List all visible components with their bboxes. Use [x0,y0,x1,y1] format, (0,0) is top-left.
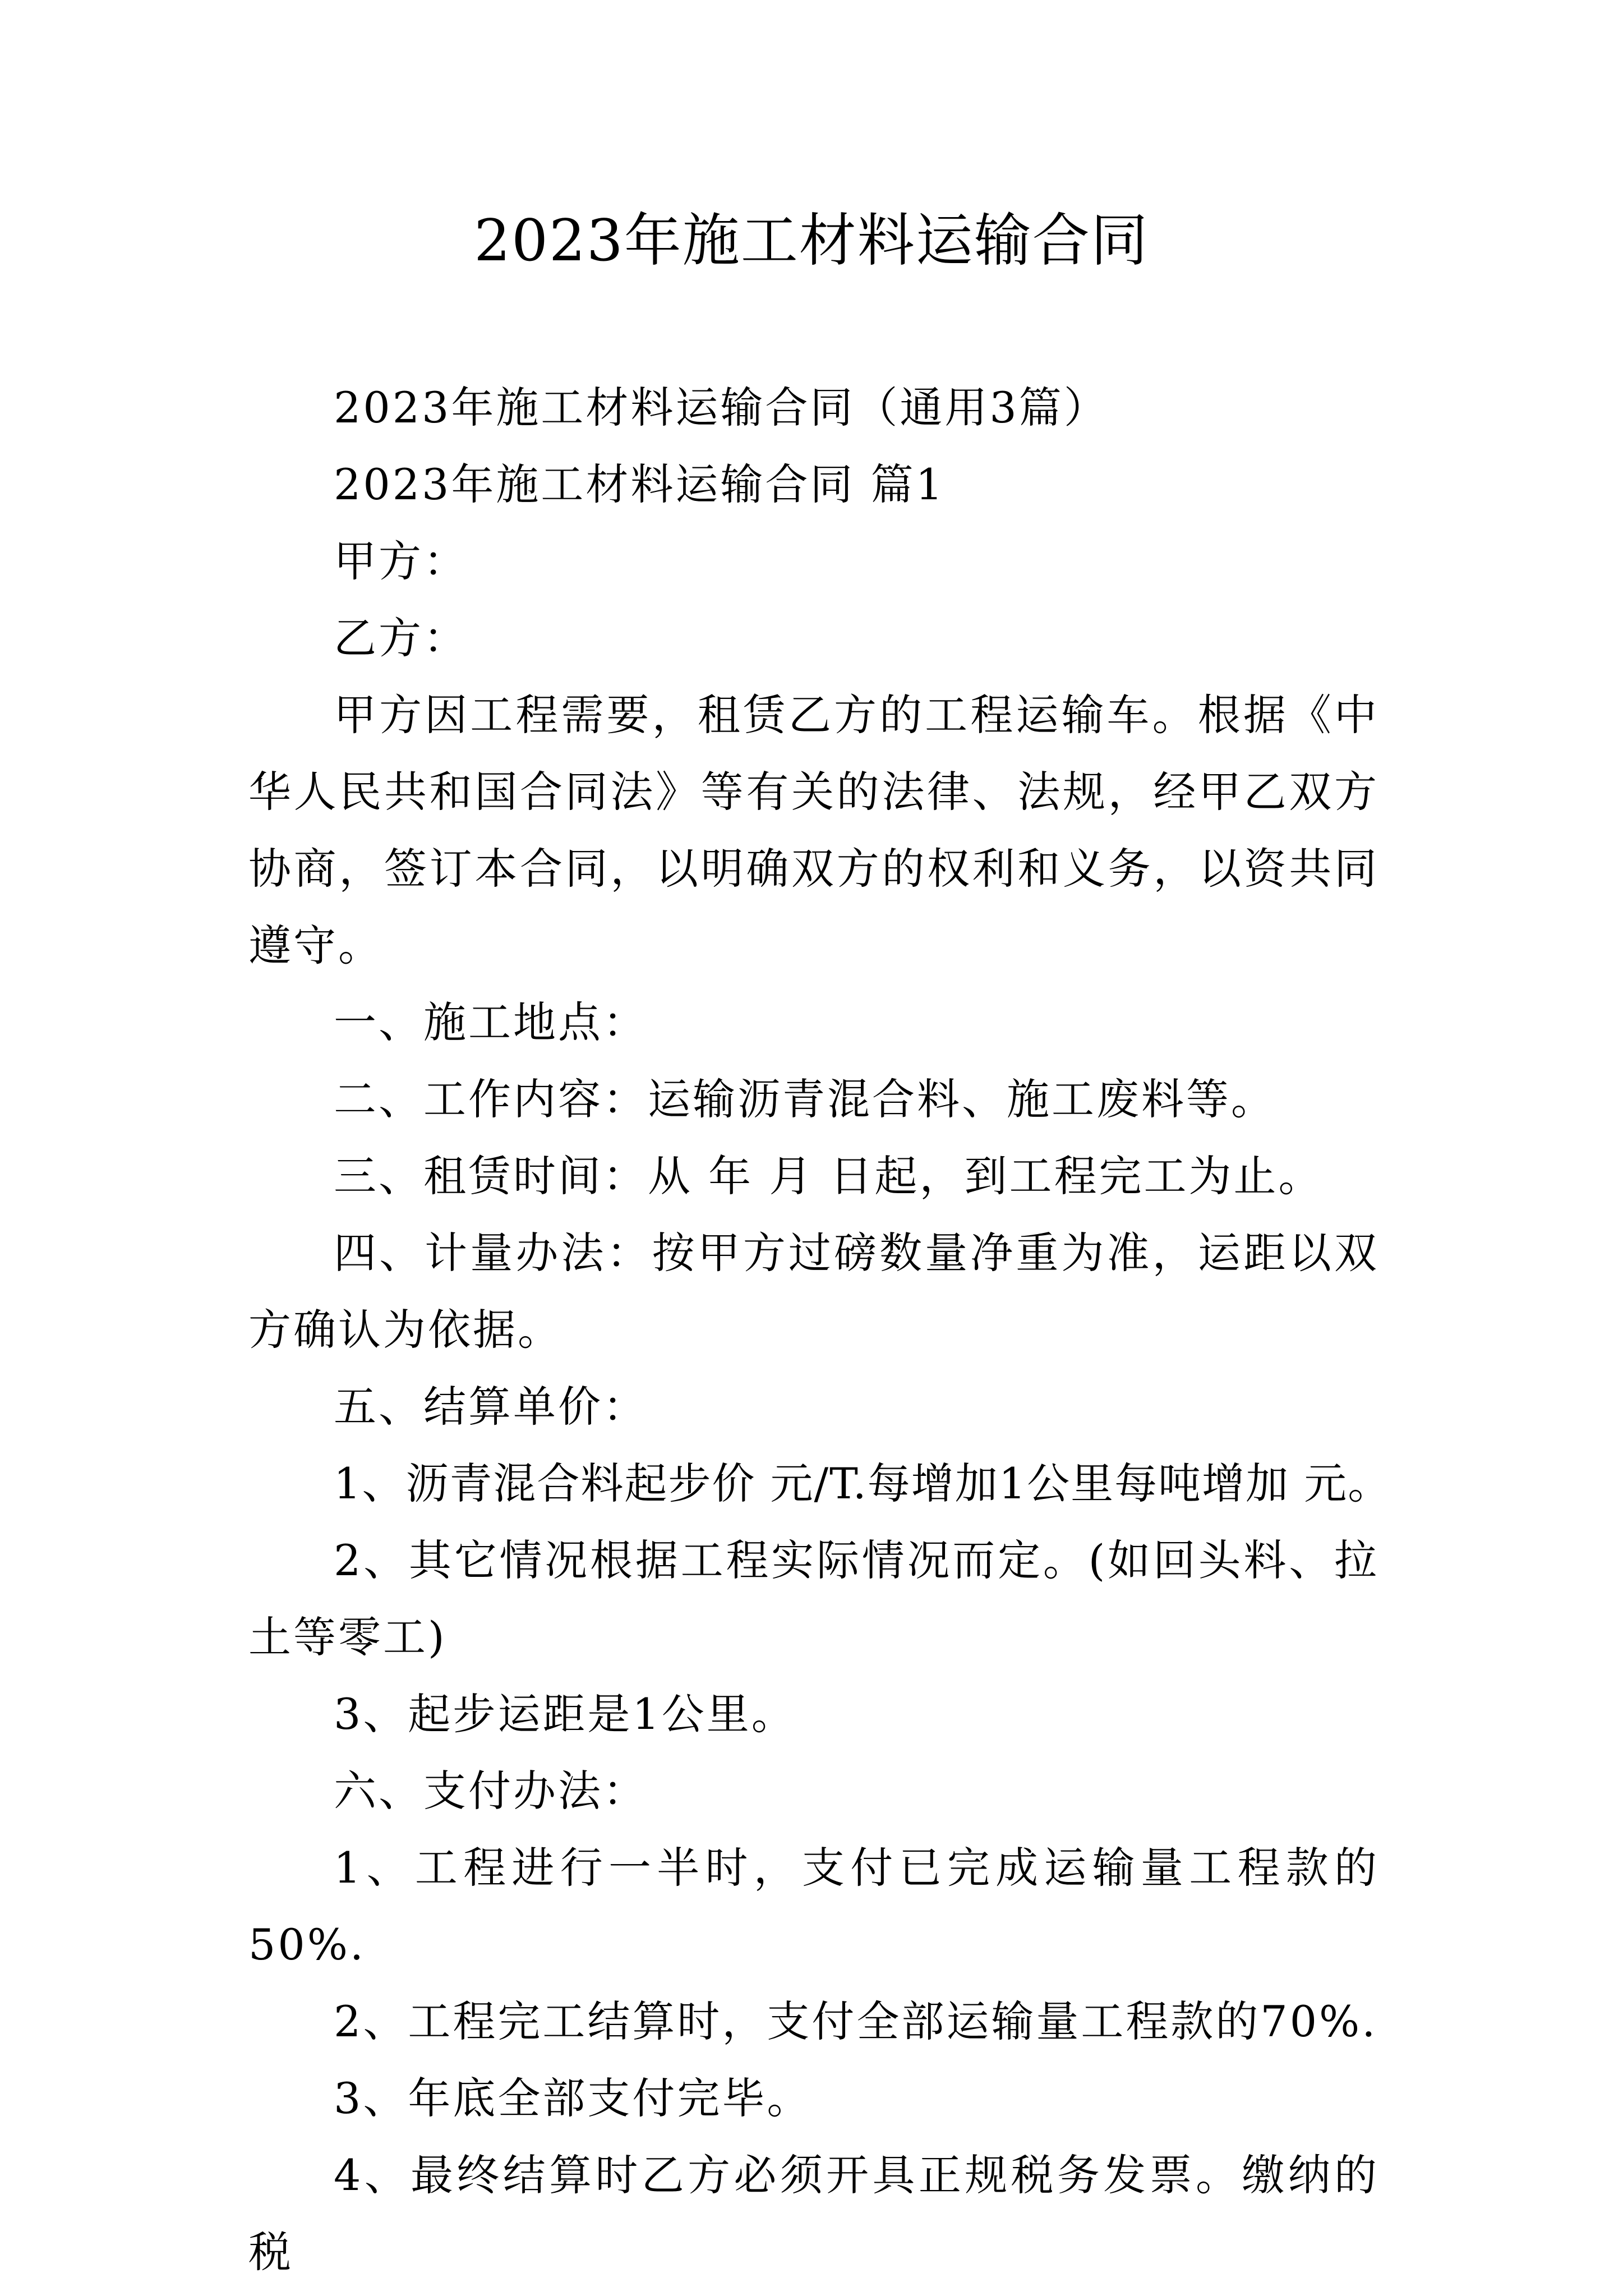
paragraph-clause-6-item-3: 3、年底全部支付完毕。 [334,2073,812,2123]
document-body [248,369,1392,2290]
document-title: 2023年施工材料运输合同 [474,208,1149,274]
paragraph-clause-1: 一、施工地点： [334,997,648,1047]
paragraph-clause-3: 三、租赁时间：从 年 月 日起，到工程完工为止。 [334,1151,1324,1201]
paragraph-clause-6-item-2: 2、工程完工结算时，支付全部运输量工程款的70%. [334,1996,1378,2046]
paragraph-clause-4: 四、计量办法：按甲方过磅数量净重为准，运距以双方确认为依据。 [248,1228,1379,1355]
paragraph-subtitle: 2023年施工材料运输合同（通用3篇） [334,383,1109,432]
paragraph-clause-5: 五、结算单价： [334,1382,648,1432]
paragraph-clause-6-item-4: 4、最终结算时乙方必须开具正规税务发票。缴纳的税 [248,2150,1379,2277]
paragraph-party-a: 甲方： [334,536,468,586]
paragraph-clause-6: 六、支付办法： [334,1766,648,1816]
paragraph-preamble: 甲方因工程需要，租赁乙方的工程运输车。根据《中华人民共和国合同法》等有关的法律、法规，经甲乙双方协商，签订本合同，以明确双方的权利和义务，以资共同遵守。 [248,690,1379,970]
paragraph-clause-5-item-1: 1、沥青混合料起步价 元/T.每增加1公里每吨增加 元。 [334,1458,1392,1508]
paragraph-clause-5-item-2: 2、其它情况根据工程实际情况而定。(如回头料、拉土等零工) [248,1535,1379,1662]
paragraph-section-heading: 2023年施工材料运输合同 篇1 [334,459,945,509]
paragraph-clause-5-item-3: 3、起步运距是1公里。 [334,1689,796,1739]
paragraph-party-b: 乙方： [334,613,468,663]
paragraph-clause-6-item-1: 1、工程进行一半时，支付已完成运输量工程款的50%. [248,1843,1379,1970]
paragraph-clause-2: 二、工作内容：运输沥青混合料、施工废料等。 [334,1074,1276,1124]
